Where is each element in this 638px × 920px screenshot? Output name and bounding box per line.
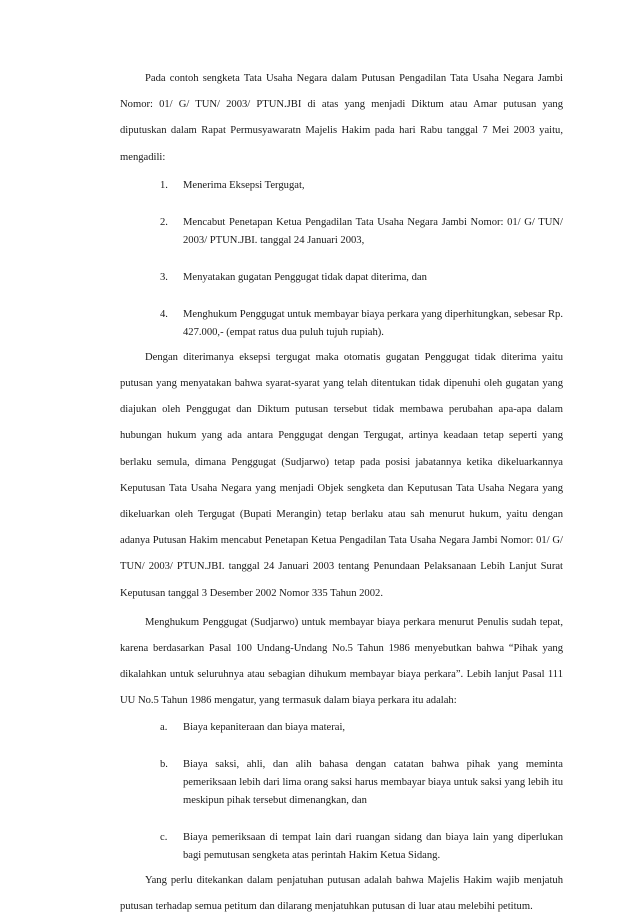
- list-item: [120, 269, 563, 287]
- paragraph-biaya-perkara: Menghukum Penggugat (Sudjarwo) untuk membayar biaya perkara menurut Penulis sudah tepat, karena berdasarkan Pasal 100 Undang-Undang No.5 Tahun 1986 menyebutkan bahwa “Pihak yang dikalahkan untuk seluruhnya atau sebagian dihukum membayar biaya perkara”. Lebih lanjut Pasal 111 UU No.5 Tahun 1986 mengatur, yang termasuk dalam biaya perkara itu adalah:: [120, 616, 563, 707]
- list-item: [120, 719, 563, 737]
- document-page: [120, 66, 563, 920]
- list-item: [120, 177, 563, 195]
- list-marker: 1.: [160, 179, 168, 191]
- list-item-text: Biaya pemeriksaan di tempat lain dari ruangan sidang dan biaya lain yang diperlukan bagi pemutusan sengketa atas perintah Hakim Ketua Sidang.: [183, 831, 563, 861]
- list-item-text: Biaya saksi, ahli, dan alih bahasa dengan catatan bahwa pihak yang meminta pemeriksaan lebih dari lima orang saksi harus membayar biaya untuk saksi yang lebih itu meskipun pihak tersebut dimenangkan, dan: [183, 758, 563, 806]
- list-marker: c.: [160, 831, 168, 843]
- list-item-text: Menghukum Penggugat untuk membayar biaya perkara yang diperhitungkan, sebesar Rp. 427.000,- (empat ratus dua puluh tujuh rupiah).: [183, 308, 563, 338]
- paragraph-petitum: Yang perlu ditekankan dalam penjatuhan putusan adalah bahwa Majelis Hakim wajib menjatuh putusan terhadap semua petitum dan dilarang menjatuhkan putusan di luar atau melebihi petitum.: [120, 874, 563, 912]
- list-marker: a.: [160, 721, 168, 733]
- list-item-text: Biaya kepaniteraan dan biaya materai,: [183, 721, 346, 733]
- paragraph-eksepsi: Dengan diterimanya eksepsi tergugat maka otomatis gugatan Penggugat tidak diterima yaitu putusan yang menyatakan bahwa syarat-syarat yang telah ditentukan tidak dipenuhi oleh gugatan yang diajukan oleh Penggugat dan Diktum putusan tersebut tidak membawa perubahan apa-apa dalam hubungan hukum yang ada antara Penggugat dengan Tergugat, artinya keadaan tetap seperti yang berlaku semula, dimana Penggugat (Sudjarwo) tetap pada posisi jabatannya ketika dikeluarkannya Keputusan Tata Usaha Negara yang menjadi Objek sengketa dan Keputusan Tata Usaha Negara yang dikeluarkan oleh Tergugat (Bupati Merangin) tetap berlaku atau sah menurut hukum, yaitu dengan adanya Putusan Hakim mencabut Penetapan Ketua Pengadilan Tata Usaha Negara Jambi Nomor: 01/ G/ TUN/ 2003/ PTUN.JBI. tanggal 24 Januari 2003 tentang Penundaan Pelaksanaan Lebih Lanjut Surat Keputusan tanggal 3 Desember 2002 Nomor 335 Tahun 2002.: [120, 351, 563, 599]
- list-marker: 4.: [160, 308, 168, 320]
- amar-putusan-list: [120, 177, 563, 342]
- list-item: [120, 214, 563, 250]
- list-item-text: Menyatakan gugatan Penggugat tidak dapat diterima, dan: [183, 271, 427, 283]
- list-item: [120, 756, 563, 810]
- paragraph-intro: Pada contoh sengketa Tata Usaha Negara dalam Putusan Pengadilan Tata Usaha Negara Jambi Nomor: 01/ G/ TUN/ 2003/ PTUN.JBI di atas yang menjadi Diktum atau Amar putusan yang diputuskan dalam Rapat Permusyawaratn Majelis Hakim pada hari Rabu tanggal 7 Mei 2003 yaitu, mengadili:: [120, 73, 563, 163]
- list-marker: 3.: [160, 271, 168, 283]
- list-item-text: Mencabut Penetapan Ketua Pengadilan Tata Usaha Negara Jambi Nomor: 01/ G/ TUN/ 2003/ PTUN.JBI. tanggal 24 Januari 2003,: [183, 216, 563, 246]
- list-marker: 2.: [160, 216, 168, 228]
- biaya-perkara-list: [120, 719, 563, 865]
- list-item: [120, 306, 563, 342]
- list-item: [120, 829, 563, 865]
- list-item-text: Menerima Eksepsi Tergugat,: [183, 179, 305, 191]
- list-marker: b.: [160, 758, 168, 770]
